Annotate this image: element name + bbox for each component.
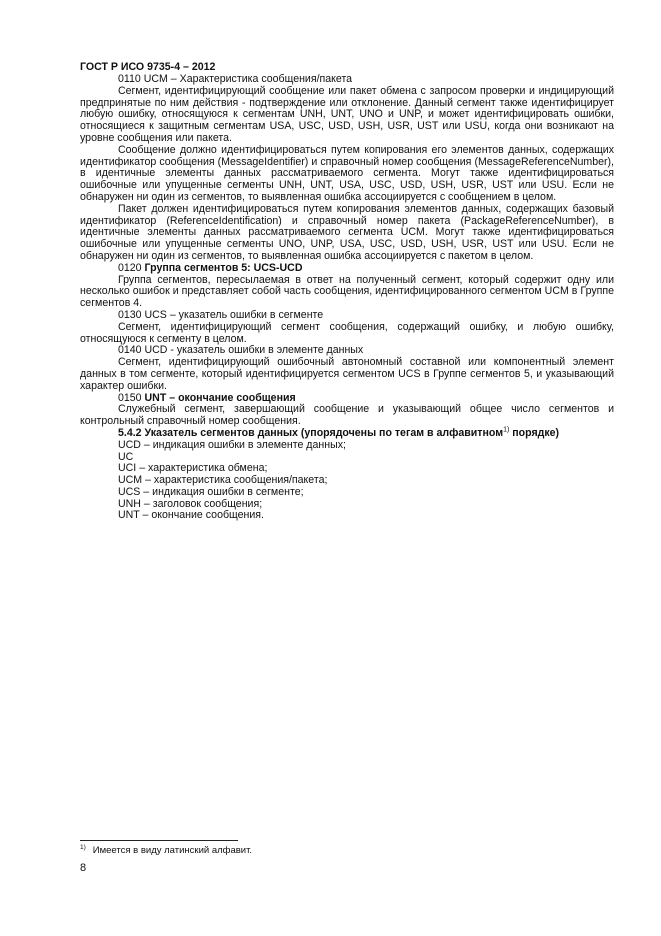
section-heading-0120 xyxy=(80,263,614,275)
segment-index-list xyxy=(80,440,614,523)
section-code: 0150 xyxy=(118,391,145,404)
list-item: UNH – заголовок сообщения; xyxy=(118,497,263,510)
document-header: ГОСТ Р ИСО 9735-4 – 2012 xyxy=(80,61,216,73)
section-heading-0130: 0130 UCS – указатель ошибки в сегменте xyxy=(118,308,324,321)
list-item: UCS – индикация ошибки в сегменте; xyxy=(118,485,304,498)
index-heading-text: 5.4.2 Указатель сегментов данных (упорядочены по тегам в алфавитном xyxy=(118,426,504,439)
footnote xyxy=(80,845,252,856)
paragraph: Сегмент, идентифицирующий ошибочный автономный составной или компонентный элемент данных в том сегменте, который идентифицируется сегментом UCS в Группе сегментов 5, и указывающий характер ошибки. xyxy=(80,356,614,392)
paragraph: Сегмент, идентифицирующий сегмент сообщения, содержащий ошибку, и любую ошибку, относящуюся к сегменту в целом. xyxy=(80,320,614,345)
list-item: UCI – характеристика обмена; xyxy=(118,462,268,475)
footnote-mark: 1) xyxy=(80,843,86,851)
paragraph: Сегмент, идентифицирующий сообщение или пакет обмена с запросом проверки и индицирующий предпринятые по ним действия - подтверждение или отклонение. Данный сегмент также идентифицирует любую ошибку, относящуюся к сегментам UNH, UNT, UNO и UNP, и может идентифицировать ошибки, относящиеся к защитным сегментам USA, USC, USD, USH, USR, UST или USU, когда они возникают на уровне сообщения или пакета. xyxy=(80,84,614,144)
list-item: UCD – индикация ошибки в элементе данных; xyxy=(118,438,346,451)
document-body xyxy=(80,74,614,522)
section-title: Группа сегментов 5: UCS-UCD xyxy=(144,261,303,274)
section-code: 0120 xyxy=(118,261,145,274)
list-item: UCM – характеристика сообщения/пакета; xyxy=(118,474,328,487)
section-heading-0140: 0140 UCD - указатель ошибки в элементе данных xyxy=(118,344,364,357)
list-item: UNT – окончание сообщения. xyxy=(118,509,264,522)
paragraph: Служебный сегмент, завершающий сообщение и указывающий общее число сегментов и контрольный справочный номер сообщения. xyxy=(80,403,614,428)
index-heading-tail: порядке) xyxy=(509,426,560,439)
footnote-text: Имеется в виду латинский алфавит. xyxy=(92,845,253,856)
list-item: UC xyxy=(118,450,134,463)
paragraph: Сообщение должно идентифицироваться путем копирования его элементов данных, содержащих идентификатор сообщения (MessageIdentifier) и справочный номер сообщения (MessageReferenceNumber), в идентичные элементы данных рассматриваемого сегмента. Могут также идентифицироваться ошибочные или упущенные сегменты UNH, UNT, USA, USC, USD, USH, USR, UST или USU. Если не обнаружен ни один из сегментов, то выявленная ошибка ассоциируется с сообщением в целом. xyxy=(80,143,614,203)
index-heading xyxy=(80,428,614,440)
footnote-reference: 1) xyxy=(503,426,510,434)
page-number: 8 xyxy=(80,862,87,874)
footnote-divider xyxy=(80,840,238,841)
section-title: UNT – окончание сообщения xyxy=(144,391,296,404)
paragraph: Пакет должен идентифицироваться путем копирования элементов данных, содержащих базовый идентификатор (ReferenceIdentification) и справочный номер пакета (PackageReferenceNumber), в идентичные элементы данных рассматриваемого сегмента UCM. Могут также идентифицироваться ошибочные или упущенные сегменты UNO, UNP, USA, USC, USD, USH, USR, UST или USU. Если не обнаружен ни один из сегментов, то выявленная ошибка ассоциируется с пакетом в целом. xyxy=(80,202,614,262)
section-heading-0110: 0110 UCM – Характеристика сообщения/пакета xyxy=(118,73,353,85)
paragraph: Группа сегментов, пересылаемая в ответ на полученный сегмент, который содержит одну или несколько ошибок и представляет собой часть сообщения, идентифицированного сегментом UCM в Группе сегментов 4. xyxy=(80,273,614,310)
